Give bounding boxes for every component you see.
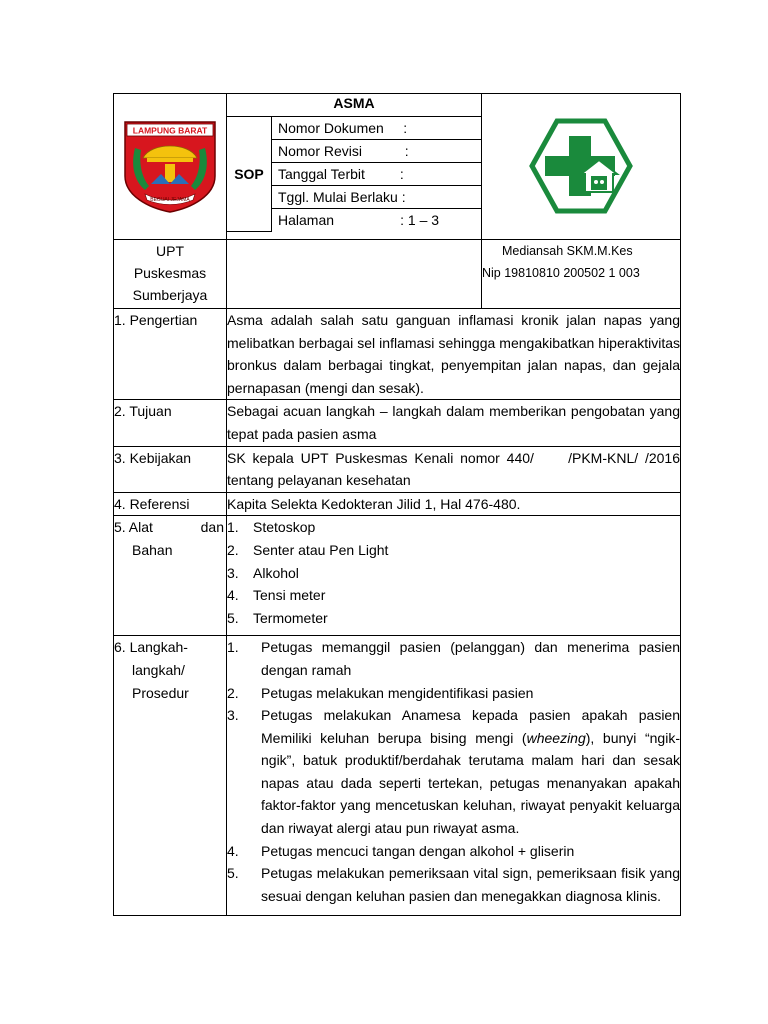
content-alat-bahan	[227, 516, 681, 636]
alat-list	[227, 516, 680, 629]
label-alat-bahan	[114, 516, 227, 636]
procedure-step: 4. Petugas mencuci tangan dengan alkohol + gliserin	[227, 842, 575, 859]
procedure-list	[227, 636, 680, 907]
procedure-step: 1. Petugas memanggil pasien (pelanggan) dan menerima pasien dengan ramah	[227, 639, 680, 678]
lampung-barat-logo	[121, 118, 219, 214]
procedure-step: 2. Petugas melakukan mengidentifikasi pasien	[227, 684, 534, 701]
org-line-1: UPT	[156, 243, 184, 259]
signatory-nip: Nip 19810810 200502 1 003	[482, 266, 640, 280]
sop-label: SOP	[227, 117, 272, 231]
label-pengertian: 1. Pengertian	[114, 309, 227, 400]
label-langkah	[114, 636, 227, 916]
field-nomor-revisi: Nomor Revisi :	[272, 140, 482, 163]
list-item: 3. Alkohol	[227, 564, 299, 581]
document-title: ASMA	[227, 94, 481, 117]
signatory-name: Mediansah SKM.M.Kes	[502, 244, 633, 258]
header-center-cell	[227, 94, 482, 240]
puskesmas-emblem-icon	[529, 118, 633, 214]
content-referensi: Kapita Selekta Kedokteran Jilid 1, Hal 476-480.	[227, 492, 681, 516]
label-kebijakan: 3. Kebijakan	[114, 446, 227, 492]
logo-text: LAMPUNG BARAT	[132, 125, 208, 136]
label-tujuan: 2. Tujuan	[114, 400, 227, 446]
sop-table	[113, 93, 684, 916]
content-langkah	[227, 636, 681, 916]
sop-document	[113, 93, 684, 941]
list-item: 2. Senter atau Pen Light	[227, 541, 389, 558]
field-mulai-berlaku: Tggl. Mulai Berlaku :	[272, 186, 482, 209]
label-alat-a: 5. Alat	[114, 519, 153, 536]
label-alat-b: dan	[200, 519, 224, 536]
logo-motto: BEGUAI JEJAMA	[150, 197, 190, 203]
label-langkah-a: 6. Langkah-	[114, 639, 188, 656]
org-line-2: Puskesmas	[133, 265, 207, 281]
procedure-step: 5. Petugas melakukan pemeriksaan vital sign, pemeriksaan fisik yang sesuai dengan keluhan pasien dan menegakkan diagnosa klinis.	[227, 865, 680, 904]
document-meta	[227, 117, 481, 232]
content-kebijakan: SK kepala UPT Puskesmas Kenali nomor 440/ /PKM-KNL/ /2016 tentang pelayanan kesehatan	[227, 446, 681, 492]
label-referensi: 4. Referensi	[114, 492, 227, 516]
organization-cell	[114, 240, 227, 309]
list-item: 4. Tensi meter	[227, 587, 326, 604]
emblem-cell	[482, 94, 681, 240]
content-tujuan: Sebagai acuan langkah – langkah dalam memberikan pengobatan yang tepat pada pasien asma	[227, 400, 681, 446]
list-item: 5. Termometer	[227, 609, 328, 626]
org-line-3: Sumberjaya	[132, 287, 208, 303]
field-tanggal-terbit: Tanggal Terbit :	[272, 163, 482, 186]
empty-center-cell	[227, 240, 482, 309]
procedure-step: 3. Petugas melakukan Anamesa kepada pasien apakah pasien Memiliki keluhan berupa bising mengi (wheezing), bunyi “ngik-ngik”, batuk produktif/berdahak terutama malam hari dan sesak napas atau dada seperti tertekan, petugas menanyakan apakah faktor-faktor yang mencetuskan keluhan, riwayat penyakit keluarga dan riwayat alergi atau pun riwayat asma.	[227, 707, 680, 837]
logo-cell	[114, 94, 227, 240]
field-halaman: Halaman : 1 – 3	[272, 209, 482, 232]
content-pengertian: Asma adalah salah satu ganguan inflamasi kronik jalan napas yang melibatkan berbagai sel inflamasi sehingga mengakibatkan hiperaktivitas bronkus dalam berbagai tingkat, penyempitan jalan napas, dan gejala pernapasan (mengi dan sesak).	[227, 309, 681, 400]
list-item: 1. Stetoskop	[227, 519, 316, 536]
label-alat-c: Bahan	[132, 541, 173, 558]
label-langkah-b: langkah/	[132, 661, 185, 678]
signatory-cell	[482, 240, 681, 309]
label-langkah-c: Prosedur	[132, 684, 189, 701]
field-nomor-dokumen: Nomor Dokumen :	[272, 117, 482, 140]
